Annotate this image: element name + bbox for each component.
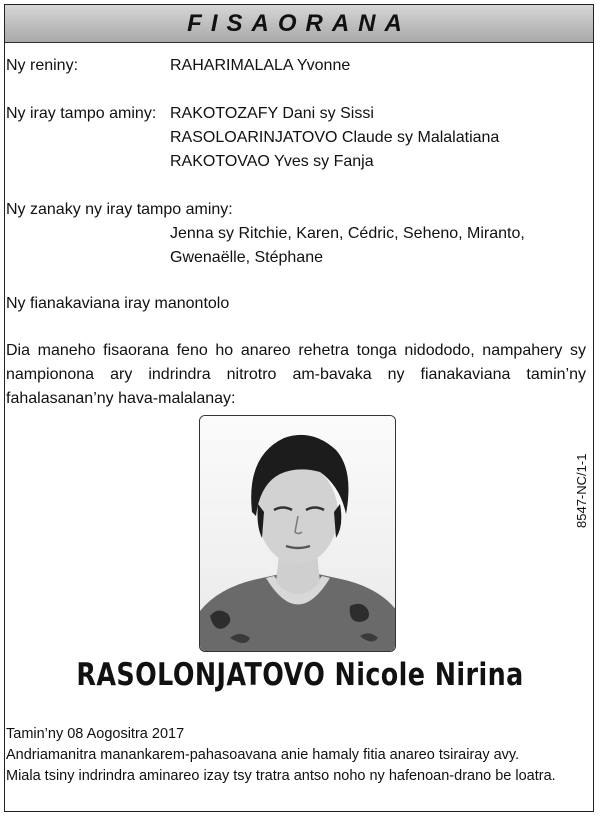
extended-family: Ny fianakaviana iray manontolo (6, 295, 230, 312)
footer-blessing: Andriamanitra manankarem-pahasoavana anie hamaly fitia anareo tsirairay avy. (6, 747, 520, 763)
notice-title: FISAORANA (187, 9, 411, 37)
sibling-line: RASOLOARINJATOVO Claude sy Malalatiana (170, 129, 500, 146)
portrait-icon (200, 416, 396, 652)
reference-code: 8547-NC/1-1 (574, 453, 589, 528)
mother-label: Ny reniny: (6, 57, 79, 74)
nieces-line: Jenna sy Ritchie, Karen, Cédric, Seheno, Miranto, (170, 225, 525, 242)
portrait-photo (199, 415, 396, 652)
sibling-line: RAKOTOVAO Yves sy Fanja (170, 153, 374, 170)
siblings-label: Ny iray tampo aminy: (6, 105, 157, 122)
mother-value: RAHARIMALALA Yvonne (170, 57, 351, 74)
sibling-line: RAKOTOZAFY Dani sy Sissi (170, 105, 374, 122)
deceased-name: RASOLONJATOVO Nicole Nirina (76, 657, 524, 693)
header-banner (5, 5, 593, 43)
nieces-line: Gwenaëlle, Stéphane (170, 249, 323, 266)
thanks-message: Dia maneho fisaorana feno ho anareo rehetra tonga nidododo, nampahery sy nampionona ary indrindra nitrotro am-bavaka ny fianakaviana tamin’ny fahalasanan’ny hava-malalanay: (6, 342, 586, 407)
footer-date: Tamin’ny 08 Aogositra 2017 (6, 726, 185, 742)
nieces-label: Ny zanaky ny iray tampo aminy: (6, 201, 233, 218)
footer-apology: Miala tsiny indrindra aminareo izay tsy tratra antso noho ny hafenoan-drano be loatra. (6, 768, 556, 784)
